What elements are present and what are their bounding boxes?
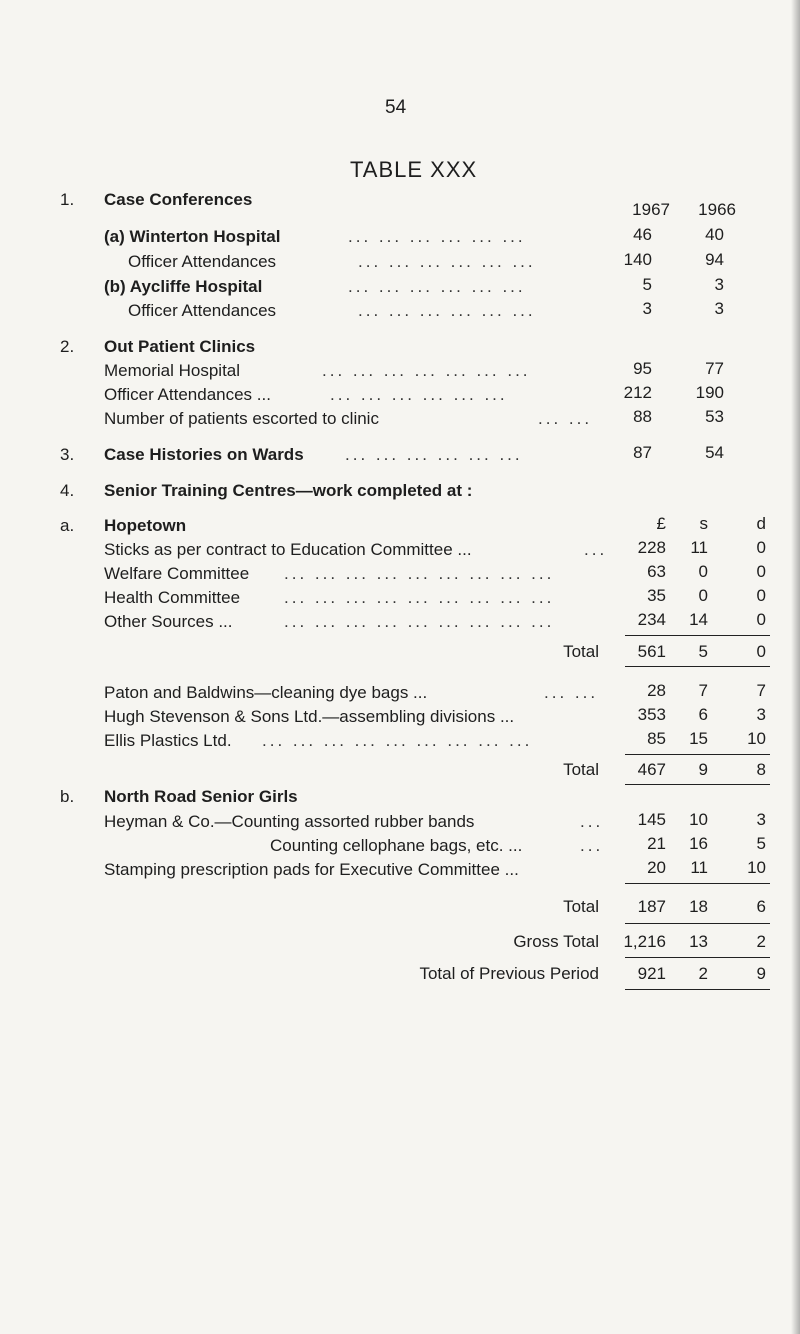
pence-total: 0 bbox=[756, 642, 766, 661]
pence-value: 5 bbox=[756, 834, 766, 853]
value-1966: 53 bbox=[705, 407, 724, 426]
gross-pounds: 1,216 bbox=[623, 932, 666, 951]
previous-period-label: Total of Previous Period bbox=[419, 964, 599, 983]
section-3-number: 3. bbox=[60, 445, 75, 464]
section-4-heading: Senior Training Centres—work completed at : bbox=[104, 481, 473, 500]
pence-value: 3 bbox=[756, 705, 766, 724]
leader-dots: ... ... bbox=[538, 409, 593, 428]
gross-pence: 2 bbox=[756, 932, 766, 951]
previous-pence: 9 bbox=[756, 964, 766, 983]
pounds-total: 467 bbox=[637, 760, 666, 779]
year-1966: 1966 bbox=[698, 200, 736, 219]
page-number: 54 bbox=[385, 97, 407, 118]
pounds-total: 187 bbox=[637, 897, 666, 916]
row-label: (b) Aycliffe Hospital bbox=[104, 277, 263, 296]
value-1966: 3 bbox=[714, 299, 724, 318]
pounds-value: 145 bbox=[637, 810, 666, 829]
value-1966: 40 bbox=[705, 225, 724, 244]
pounds-value: 28 bbox=[647, 681, 666, 700]
total-label: Total bbox=[563, 642, 599, 661]
value-1967: 212 bbox=[623, 383, 652, 402]
subtotal-rule bbox=[625, 754, 770, 755]
leader-dots: ... bbox=[580, 836, 604, 855]
row-label: Other Sources ... bbox=[104, 612, 233, 631]
row-label: Paton and Baldwins—cleaning dye bags ... bbox=[104, 683, 428, 702]
pounds-header: £ bbox=[656, 514, 666, 533]
value-1966: 77 bbox=[705, 359, 724, 378]
row-label: Hugh Stevenson & Sons Ltd.—assembling divisions ... bbox=[104, 707, 515, 726]
section-1-number: 1. bbox=[60, 190, 75, 209]
total-rule bbox=[625, 923, 770, 924]
page-edge-shadow bbox=[791, 0, 800, 1334]
row-label: Memorial Hospital bbox=[104, 361, 241, 380]
gross-total-label: Gross Total bbox=[513, 932, 599, 951]
shillings-value: 7 bbox=[698, 681, 708, 700]
leader-dots: ... ... ... ... ... ... ... ... ... bbox=[284, 564, 555, 583]
row-label: Officer Attendances bbox=[128, 301, 277, 320]
pence-value: 0 bbox=[756, 610, 766, 629]
sub-a-heading: Hopetown bbox=[104, 516, 187, 535]
row-label: Sticks as per contract to Education Committee ... bbox=[104, 540, 472, 559]
total-rule bbox=[625, 784, 770, 785]
sub-a-letter: a. bbox=[60, 516, 75, 535]
leader-dots: ... ... ... ... ... ... bbox=[330, 385, 508, 404]
value-1966: 94 bbox=[705, 250, 724, 269]
pence-value: 0 bbox=[756, 562, 766, 581]
shillings-value: 15 bbox=[689, 729, 708, 748]
section-3-heading: Case Histories on Wards bbox=[104, 445, 304, 464]
shillings-value: 0 bbox=[698, 586, 708, 605]
pence-value: 0 bbox=[756, 538, 766, 557]
total-rule bbox=[625, 666, 770, 667]
year-1967: 1967 bbox=[632, 200, 670, 219]
value-1967: 46 bbox=[633, 225, 652, 244]
row-label: Health Committee bbox=[104, 588, 241, 607]
pence-total: 6 bbox=[756, 897, 766, 916]
previous-pounds: 921 bbox=[637, 964, 666, 983]
gross-shillings: 13 bbox=[689, 932, 708, 951]
pence-value: 0 bbox=[756, 586, 766, 605]
row-label: Heyman & Co.—Counting assorted rubber bands bbox=[104, 812, 475, 831]
shillings-value: 0 bbox=[698, 562, 708, 581]
previous-shillings: 2 bbox=[698, 964, 708, 983]
total-label: Total bbox=[563, 760, 599, 779]
section-2-number: 2. bbox=[60, 337, 75, 356]
value-1966: 54 bbox=[705, 443, 724, 462]
pounds-value: 35 bbox=[647, 586, 666, 605]
shillings-value: 16 bbox=[689, 834, 708, 853]
leader-dots: ... ... ... ... ... ... bbox=[345, 445, 523, 464]
leader-dots: ... ... ... ... ... ... bbox=[358, 252, 536, 271]
row-label: Ellis Plastics Ltd. bbox=[104, 731, 232, 750]
shillings-value: 11 bbox=[690, 858, 708, 877]
row-label: (a) Winterton Hospital bbox=[104, 227, 281, 246]
shillings-header: s bbox=[699, 514, 708, 533]
row-label: Number of patients escorted to clinic bbox=[104, 409, 379, 428]
value-1966: 190 bbox=[695, 383, 724, 402]
leader-dots: ... ... ... ... ... ... bbox=[348, 227, 526, 246]
section-2-heading: Out Patient Clinics bbox=[104, 337, 256, 356]
leader-dots: ... ... ... ... ... ... ... ... ... bbox=[284, 612, 555, 631]
leader-dots: ... ... ... ... ... ... ... ... ... bbox=[284, 588, 555, 607]
shillings-total: 5 bbox=[698, 642, 708, 661]
pounds-total: 561 bbox=[637, 642, 666, 661]
leader-dots: ... ... bbox=[544, 683, 599, 702]
row-label: Stamping prescription pads for Executive Committee ... bbox=[104, 860, 519, 879]
leader-dots: ... ... ... ... ... ... ... bbox=[322, 361, 531, 380]
value-1966: 3 bbox=[714, 275, 724, 294]
section-4-number: 4. bbox=[60, 481, 75, 500]
pounds-value: 21 bbox=[647, 834, 666, 853]
sub-b-letter: b. bbox=[60, 787, 75, 806]
value-1967: 140 bbox=[623, 250, 652, 269]
subtotal-rule bbox=[625, 883, 770, 884]
pounds-value: 353 bbox=[637, 705, 666, 724]
gross-total-rule bbox=[625, 957, 770, 958]
pence-header: d bbox=[756, 514, 766, 533]
leader-dots: ... ... ... ... ... ... bbox=[348, 277, 526, 296]
row-label: Counting cellophane bags, etc. ... bbox=[270, 836, 523, 855]
subtotal-rule bbox=[625, 635, 770, 636]
pence-total: 8 bbox=[756, 760, 766, 779]
pence-value: 10 bbox=[747, 858, 766, 877]
leader-dots: ... ... ... ... ... ... bbox=[358, 301, 536, 320]
pounds-value: 228 bbox=[637, 538, 666, 557]
leader-dots: ... ... ... ... ... ... ... ... ... bbox=[262, 731, 533, 750]
pence-value: 3 bbox=[756, 810, 766, 829]
final-rule bbox=[625, 989, 770, 990]
pence-value: 7 bbox=[756, 681, 766, 700]
pounds-value: 234 bbox=[637, 610, 666, 629]
value-1967: 5 bbox=[642, 275, 652, 294]
total-label: Total bbox=[563, 897, 599, 916]
section-1-heading: Case Conferences bbox=[104, 190, 253, 209]
shillings-value: 6 bbox=[698, 705, 708, 724]
pounds-value: 85 bbox=[647, 729, 666, 748]
shillings-value: 10 bbox=[689, 810, 708, 829]
value-1967: 88 bbox=[633, 407, 652, 426]
value-1967: 3 bbox=[642, 299, 652, 318]
shillings-total: 18 bbox=[689, 897, 708, 916]
shillings-total: 9 bbox=[698, 760, 708, 779]
row-label: Officer Attendances ... bbox=[104, 385, 271, 404]
value-1967: 95 bbox=[633, 359, 652, 378]
row-label: Welfare Committee bbox=[104, 564, 250, 583]
shillings-value: 14 bbox=[689, 610, 708, 629]
page-title: TABLE XXX bbox=[350, 157, 478, 182]
row-label: Officer Attendances bbox=[128, 252, 277, 271]
leader-dots: ... bbox=[584, 540, 608, 559]
leader-dots: ... bbox=[580, 812, 604, 831]
pounds-value: 20 bbox=[647, 858, 666, 877]
pounds-value: 63 bbox=[647, 562, 666, 581]
pence-value: 10 bbox=[747, 729, 766, 748]
sub-b-heading: North Road Senior Girls bbox=[104, 787, 298, 806]
shillings-value: 11 bbox=[690, 538, 708, 557]
value-1967: 87 bbox=[633, 443, 652, 462]
